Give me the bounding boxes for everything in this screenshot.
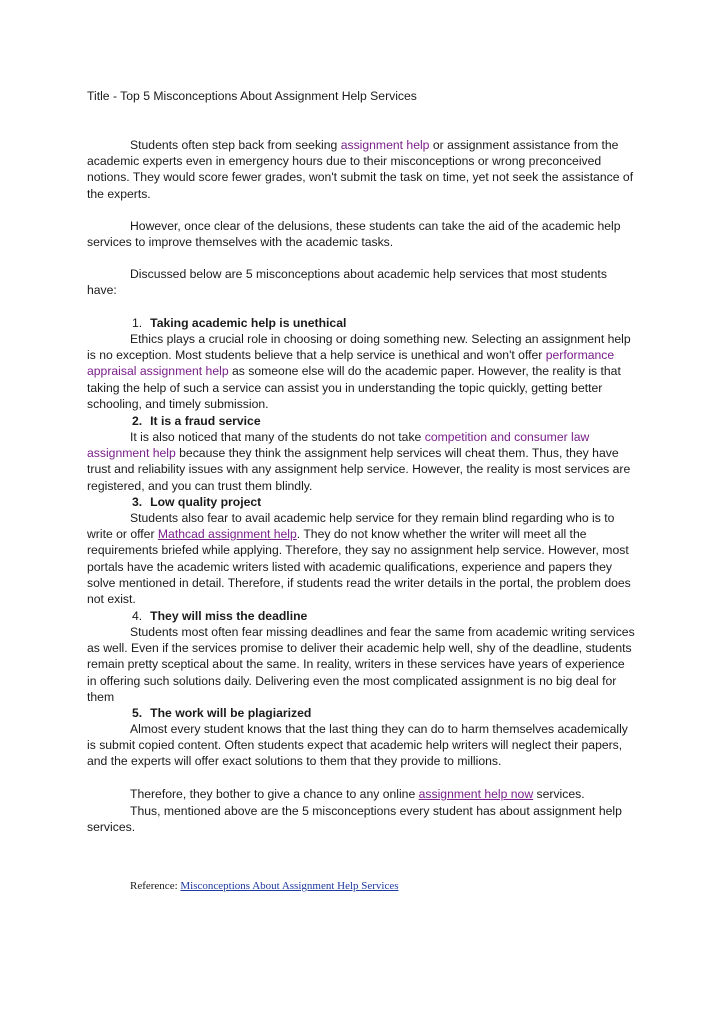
assignment-help-link[interactable]: assignment help [340, 138, 430, 152]
item-heading-5 [87, 705, 635, 721]
closing-text: services. [533, 787, 585, 801]
item-text: as someone else will do the academic paper. However, the reality is that taking the help of such a service can assist you in understanding the topic quickly, getting better schooling, and timely submission. [87, 364, 621, 411]
item-text: Students also fear to avail academic help service for they remain blind regarding who is to write or offer [87, 511, 615, 542]
competition-law-link[interactable]: competition and consumer law assignment help [87, 430, 590, 461]
reference-link[interactable]: Misconceptions About Assignment Help Services [180, 880, 399, 892]
reference-label: Reference: [130, 880, 181, 892]
item-text: It is also noticed that many of the students do not take [130, 430, 425, 444]
intro-paragraph-2: However, once clear of the delusions, these students can take the aid of the academic help services to improve themselves with the academic tasks. [87, 219, 621, 250]
closing-paragraph-2: Thus, mentioned above are the 5 misconceptions every student has about assignment help services. [87, 804, 622, 835]
item-heading-text: Taking academic help is unethical [150, 316, 347, 330]
closing-text: Therefore, they bother to give a chance to any online [130, 787, 419, 801]
item-heading-1 [87, 315, 635, 331]
item-body-4: Students most often fear missing deadlines and fear the same from academic writing services as well. Even if the services promise to deliver their academic help well, shy of the deadline, students remain pretty sceptical about the same. In reality, writers in these services have years of experience in offering such solutions daily. Delivering even the most complicated assignment is no big deal for them [87, 625, 635, 704]
closing-paragraph-1 [87, 786, 635, 802]
intro-paragraph-3: Discussed below are 5 misconceptions about academic help services that most students have: [87, 267, 607, 298]
item-text: because they think the assignment help services will cheat them. Thus, they have trust and reliability issues with any assignment help service. However, the reality is most services are registered, and you can trust them blindly. [87, 446, 631, 493]
item-heading-4 [87, 608, 635, 624]
item-heading-3 [87, 494, 635, 510]
intro-text: or assignment assistance from the academic experts even in emergency hours due to their misconceptions or wrong preconceived notions. They would score fewer grades, won't submit the task on time, yet not seek the assistance of the experts. [87, 138, 634, 201]
mathcad-link[interactable]: Mathcad assignment help [157, 527, 297, 542]
assignment-help-now-link[interactable]: assignment help now [418, 787, 534, 801]
item-heading-text: The work will be plagiarized [150, 706, 312, 720]
item-number: 1. [132, 316, 143, 330]
item-text: . They do not know whether the writer will meet all the requirements briefed while applying. Therefore, they say no assignment help service. However, most portals have the academic writers listed with academic qualifications, experience and papers they solve mentioned in detail. Therefore, if students read the writer details in the portal, the problem does not exist. [87, 527, 631, 607]
item-heading-text: Low quality project [150, 495, 262, 509]
document-title: Title - Top 5 Misconceptions About Assignment Help Services [87, 89, 417, 103]
item-text: Ethics plays a crucial role in choosing or doing something new. Selecting an assignment help is no exception. Most students believe that a help service is unethical and won't offer [87, 332, 631, 363]
item-body-5: Almost every student knows that the last thing they can do to harm themselves academically is submit copied content. Often students expect that academic help writers will neglect their papers, and the experts will offer exact solutions to them that they provide to millions. [87, 722, 628, 769]
item-body-2 [87, 429, 635, 494]
item-number: 4. [132, 609, 143, 623]
item-number: 5. [132, 706, 143, 720]
intro-text: Students often step back from seeking [130, 138, 341, 152]
item-heading-text: It is a fraud service [150, 414, 261, 428]
intro-paragraph-1 [87, 137, 635, 202]
item-number: 3. [132, 495, 143, 509]
item-heading-text: They will miss the deadline [150, 609, 308, 623]
item-number: 2. [132, 414, 143, 428]
performance-appraisal-link[interactable]: performance appraisal assignment help [87, 348, 615, 379]
item-body-3 [87, 510, 635, 607]
item-heading-2 [87, 413, 635, 429]
item-body-1 [87, 331, 635, 412]
reference-line [130, 878, 630, 894]
